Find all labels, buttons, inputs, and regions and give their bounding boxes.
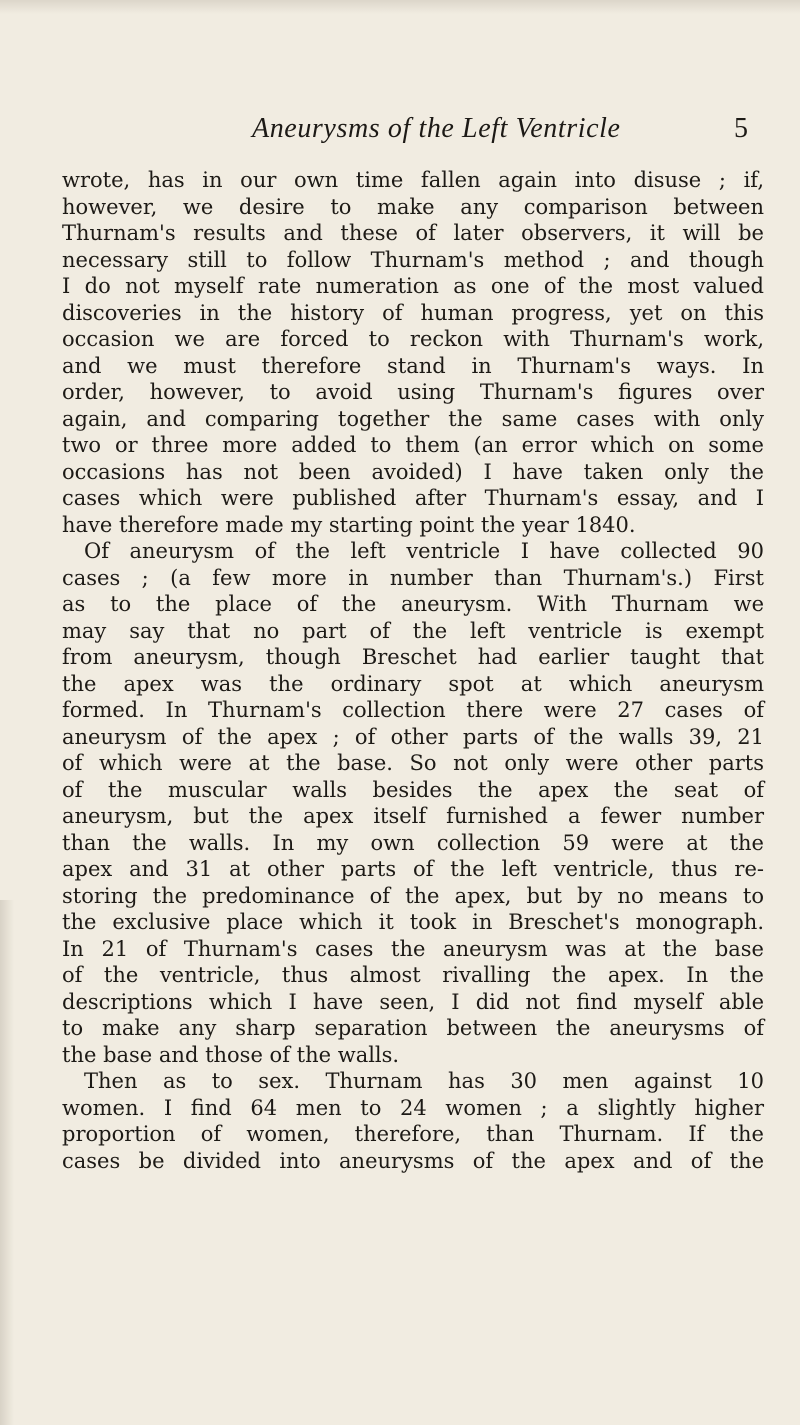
text-line: storing the predominance of the apex, but by no means to	[62, 883, 764, 908]
text-line: the apex was the ordinary spot at which aneurysm	[62, 671, 764, 696]
text-line: In 21 of Thurnam's cases the aneurysm was at the base	[62, 936, 764, 961]
text-line: of the muscular walls besides the apex the seat of	[62, 777, 764, 802]
text-line: again, and comparing together the same cases with only	[62, 406, 764, 431]
text-line: wrote, has in our own time fallen again into disuse ; if,	[62, 168, 764, 192]
text-line: however, we desire to make any comparison between	[62, 194, 764, 219]
text-line: may say that no part of the left ventricle is exempt	[62, 618, 764, 643]
text-line: discoveries in the history of human progress, yet on this	[62, 300, 764, 325]
text-line: aneurysm of the apex ; of other parts of the walls 39, 21	[62, 724, 764, 749]
text-line: from aneurysm, though Breschet had earlier taught that	[62, 645, 764, 669]
text-line: the base and those of the walls.	[62, 1042, 400, 1067]
text-line: occasion we are forced to reckon with Thurnam's work,	[62, 327, 764, 351]
text-line: of which were at the base. So not only were other parts	[62, 751, 764, 775]
text-line: proportion of women, therefore, than Thurnam. If the	[62, 1122, 764, 1146]
text-line: the exclusive place which it took in Breschet's monograph.	[62, 910, 764, 934]
body-text	[62, 167, 764, 1174]
text-line: Thurnam's results and these of later observers, it will be	[62, 221, 764, 245]
text-line: Of aneurysm of the left ventricle I have collected 90	[84, 539, 764, 563]
running-title: Aneurysms of the Left Ventricle	[252, 113, 621, 144]
text-line: cases which were published after Thurnam's essay, and I	[62, 486, 764, 510]
page-header	[0, 113, 800, 153]
text-line: cases be divided into aneurysms of the apex and of the	[62, 1148, 764, 1173]
text-line: descriptions which I have seen, I did not find myself able	[62, 989, 764, 1014]
text-line: cases ; (a few more in number than Thurnam's.) First	[62, 565, 764, 590]
text-line: and we must therefore stand in Thurnam's ways. In	[62, 353, 764, 378]
text-line: to make any sharp separation between the aneurysms of	[62, 1016, 764, 1040]
text-line: as to the place of the aneurysm. With Thurnam we	[62, 592, 764, 616]
text-line: than the walls. In my own collection 59 were at the	[62, 830, 764, 855]
text-line: order, however, to avoid using Thurnam's figures over	[62, 380, 764, 404]
text-line: formed. In Thurnam's collection there were 27 cases of	[62, 698, 764, 722]
text-line: of the ventricle, thus almost rivalling the apex. In the	[62, 963, 764, 987]
text-line: apex and 31 at other parts of the left ventricle, thus re-	[62, 857, 764, 881]
page-left-shadow	[0, 900, 14, 1425]
page-number: 5	[734, 113, 748, 144]
text-line: aneurysm, but the apex itself furnished a fewer number	[62, 804, 764, 828]
text-line: have therefore made my starting point the year 1840.	[62, 512, 636, 537]
text-line: two or three more added to them (an error which on some	[62, 433, 764, 457]
text-line: necessary still to follow Thurnam's method ; and though	[62, 247, 764, 272]
text-line: I do not myself rate numeration as one of the most valued	[62, 274, 764, 298]
text-line: occasions has not been avoided) I have taken only the	[62, 459, 764, 484]
text-line: women. I find 64 men to 24 women ; a slightly higher	[62, 1095, 764, 1120]
text-line: Then as to sex. Thurnam has 30 men against 10	[84, 1069, 764, 1093]
page-top-shadow	[0, 0, 800, 14]
